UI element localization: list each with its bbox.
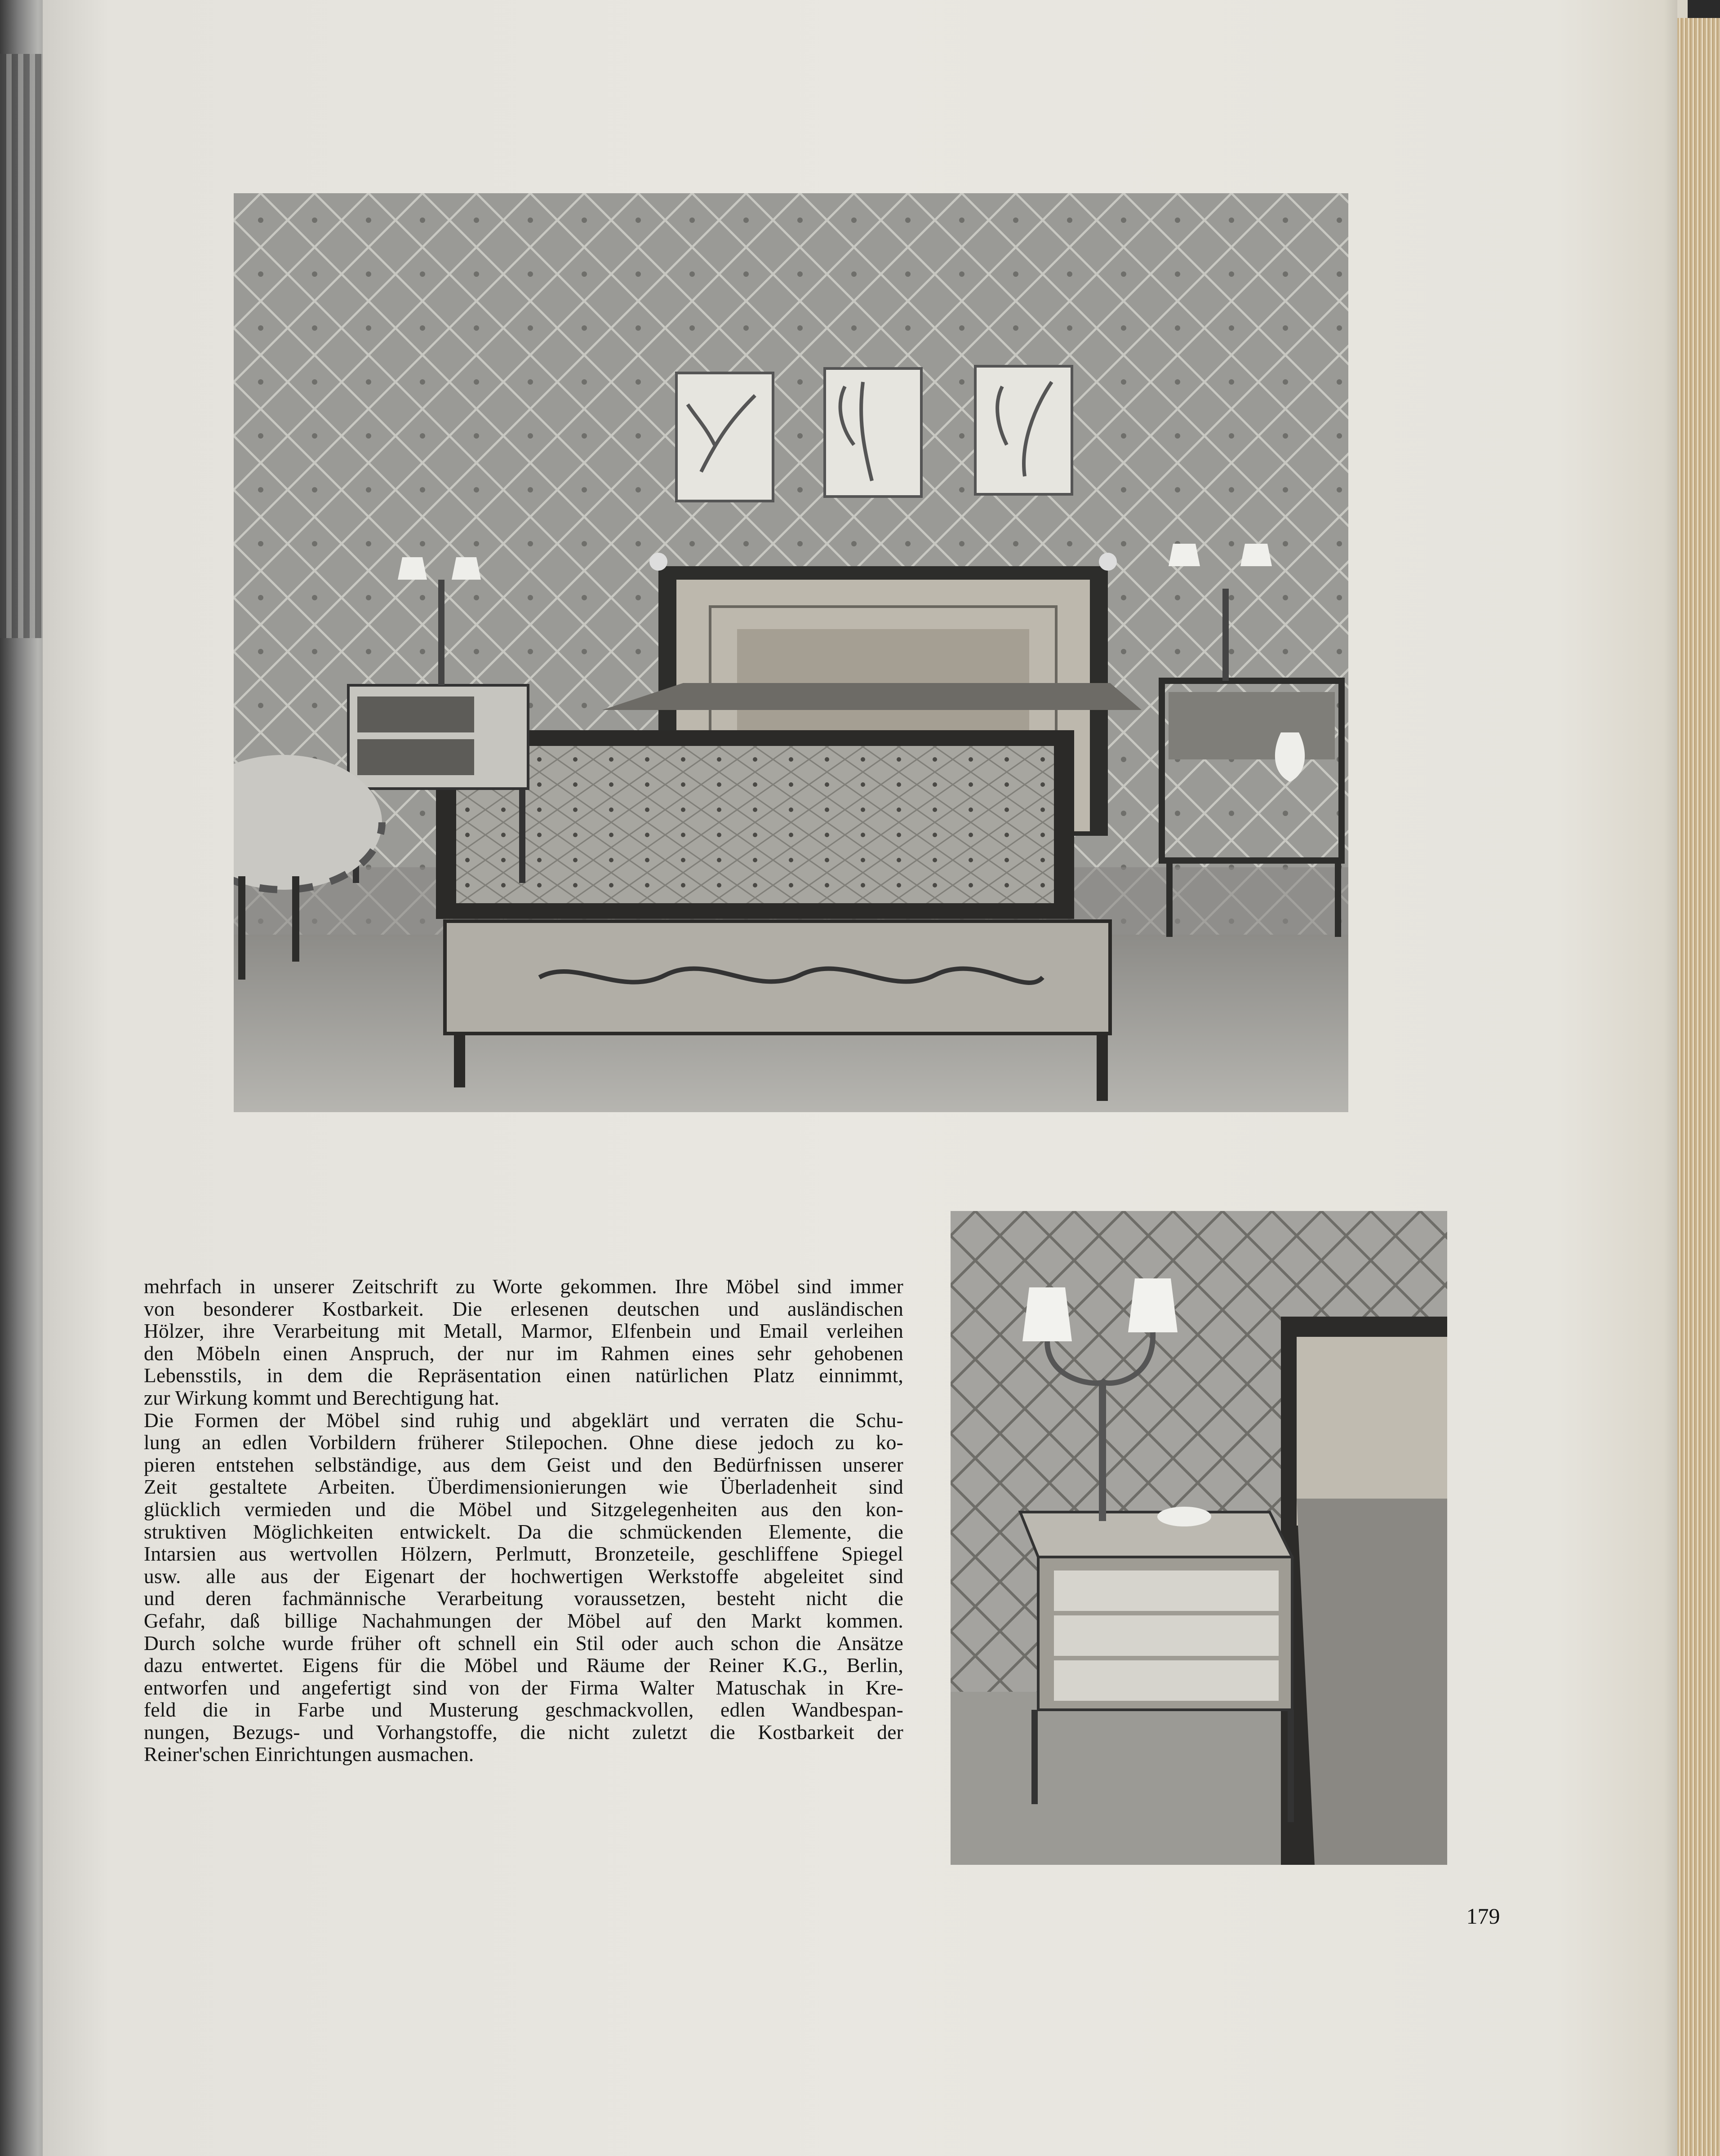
text-line: von besonderer Kostbarkeit. Die erlesenen deutschen und ausländischen [144,1297,903,1320]
text-line: zur Wirkung kommt und Berechtigung hat. [144,1386,500,1409]
text-line: Hölzer, ihre Verarbeitung mit Metall, Marmor, Elfenbein und Email verleihen [144,1319,903,1343]
text-line: mehrfach in unserer Zeitschrift zu Worte gekommen. Ihre Möbel sind immer [144,1275,903,1298]
text-line: Intarsien aus wertvollen Hölzern, Perlmutt, Bronzeteile, geschliffene Spiegel [144,1542,903,1566]
text-line: und deren fachmännische Verarbeitung voraussetzen, besteht nicht die [144,1587,903,1610]
text-line: struktiven Möglichkeiten entwickelt. Da die schmückenden Elemente, die [144,1520,903,1543]
paragraph-1 [144,1275,903,1409]
nightstand-photo [951,1211,1447,1865]
text-line: pieren entstehen selbständige, aus dem Geist und den Bedürfnissen unserer [144,1453,903,1476]
text-line: nungen, Bezugs- und Vorhangstoffe, die nicht zuletzt die Kostbarkeit der [144,1720,903,1743]
article-body [144,1275,903,1766]
botanical-prints [676,366,1072,501]
text-line: usw. alle aus der Eigenart der hochwertigen Werkstoffe abgeleitet sind [144,1564,903,1588]
text-line: glücklich vermieden und die Möbel und Sitzgelegenheiten aus den kon- [144,1497,903,1521]
text-line: dazu entwertet. Eigens für die Möbel und Räume der Reiner K.G., Berlin, [144,1654,903,1677]
bedroom-photo [234,193,1348,1112]
text-line: Durch solche wurde früher oft schnell ein Stil oder auch schon die Ansätze [144,1631,903,1655]
text-line: Die Formen der Möbel sind ruhig und abgeklärt und verraten die Schu- [144,1408,903,1432]
page-number: 179 [1466,1903,1500,1929]
text-line: entworfen und angefertigt sind von der Firma Walter Matuschak in Kre- [144,1676,903,1699]
text-line: Gefahr, daß billige Nachahmungen der Möbel auf den Markt kommen. [144,1609,903,1632]
page-stack-edge [1677,18,1720,2156]
paragraph-2 [144,1409,903,1766]
text-line: feld die in Farbe und Musterung geschmackvollen, edlen Wandbespan- [144,1698,903,1721]
text-line: lung an edlen Vorbildern früherer Stilepochen. Ohne diese jedoch zu ko- [144,1431,903,1454]
text-line: den Möbeln einen Anspruch, der nur im Rahmen eines sehr gehobenen [144,1341,903,1365]
text-line: Zeit gestaltete Arbeiten. Überdimensionierungen wie Überladenheit sind [144,1475,903,1499]
text-line: Reiner'schen Einrichtungen ausmachen. [144,1743,474,1766]
text-line: Lebensstils, in dem die Repräsentation einen natürlichen Platz einnimmt, [144,1364,903,1387]
